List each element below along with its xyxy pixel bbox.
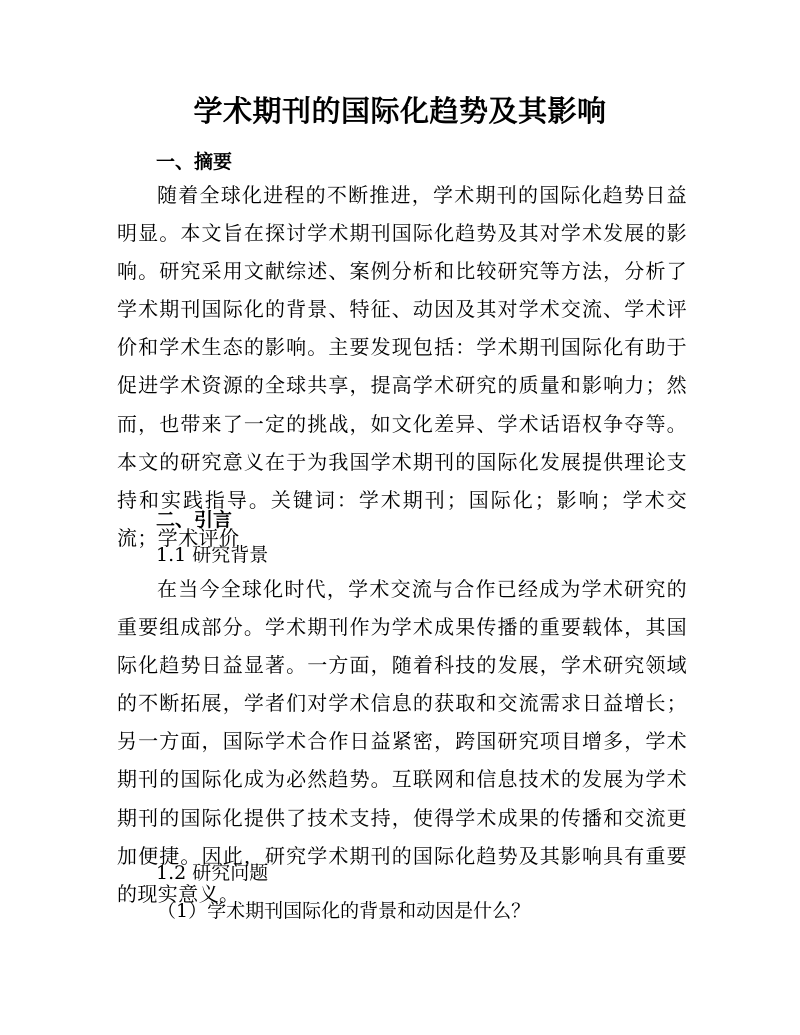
abstract-paragraph: 随着全球化进程的不断推进，学术期刊的国际化趋势日益明显。本文旨在探讨学术期刊国际化趋势及其对学术发展的影响。研究采用文献综述、案例分析和比较研究等方法，分析了学术期刊国际化的背景、特征、动因及其对学术交流、学术评价和学术生态的影响。主要发现包括：学术期刊国际化有助于促进学术资源的全球共享，提高学术研究的质量和影响力；然而，也带来了一定的挑战，如文化差异、学术话语权争夺等。本文的研究意义在于为我国学术期刊的国际化发展提供理论支持和实践指导。关键词：学术期刊；国际化；影响；学术交流；学术评价: [117, 183, 687, 550]
background-paragraph: 在当今全球化时代，学术交流与合作已经成为学术研究的重要组成部分。学术期刊作为学术成果传播的重要载体，其国际化趋势日益显著。一方面，随着科技的发展，学术研究领域的不断拓展，学者们对学术信息的获取和交流需求日益增长；另一方面，国际学术合作日益紧密，跨国研究项目增多，学术期刊的国际化成为必然趋势。互联网和信息技术的发展为学术期刊的国际化提供了技术支持，使得学术成果的传播和交流更加便捷。因此，研究学术期刊的国际化趋势及其影响具有重要的现实意义。: [117, 577, 687, 906]
subsection-heading-background: 1.1 研究背景: [156, 544, 269, 566]
section-heading-introduction: 二、引言: [156, 509, 233, 531]
subsection-heading-questions: 1.2 研究问题: [156, 862, 269, 884]
research-question-1: （1）学术期刊国际化的背景和动因是什么？: [157, 900, 531, 922]
section-heading-abstract: 一、摘要: [156, 151, 233, 173]
document-title: 学术期刊的国际化趋势及其影响: [193, 94, 607, 128]
